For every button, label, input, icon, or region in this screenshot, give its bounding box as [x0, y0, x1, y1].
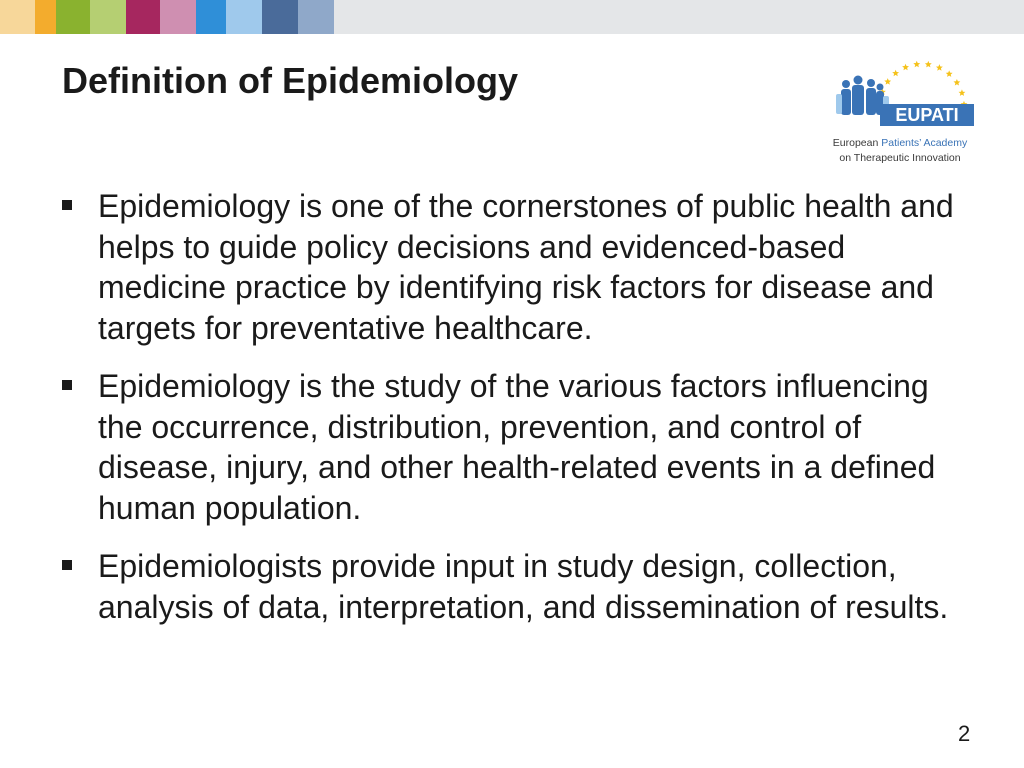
logo-brand-text: EUPATI	[895, 105, 959, 125]
color-block	[334, 0, 1024, 34]
color-block	[160, 0, 196, 34]
bullet-item	[62, 546, 972, 627]
logo-star-icon	[884, 78, 891, 85]
slide-title: Definition of Epidemiology	[62, 60, 518, 101]
color-block	[226, 0, 262, 34]
logo-caption-academy: Patients’ Academy	[881, 137, 968, 149]
logo-star-icon	[946, 70, 953, 77]
logo-star-icon	[892, 70, 899, 77]
logo-star-icon	[925, 61, 932, 68]
color-block	[0, 0, 35, 34]
bullet-text: Epidemiologists provide input in study design, collection, analysis of data, interpretation, and dissemination of results.	[98, 548, 949, 625]
color-block	[56, 0, 90, 34]
page-number: 2	[958, 721, 971, 746]
logo-star-icon	[936, 64, 943, 71]
header-color-bar	[0, 0, 1024, 34]
bullet-list	[62, 186, 972, 645]
logo-star-icon	[959, 89, 966, 96]
color-block	[90, 0, 126, 34]
logo-star-icon	[953, 79, 960, 86]
logo-caption	[826, 136, 974, 166]
color-block	[196, 0, 226, 34]
color-block	[262, 0, 298, 34]
eupati-emblem-icon	[826, 54, 986, 136]
logo-star-icon	[902, 64, 909, 71]
bullet-text: Epidemiology is one of the cornerstones of public health and helps to guide policy decisions and evidenced-based medicine practice by identifying risk factors for disease and targets for preventative healthcare.	[98, 188, 954, 346]
logo-star-icon	[913, 61, 920, 68]
color-block	[126, 0, 160, 34]
eupati-logo	[826, 54, 986, 169]
color-block	[298, 0, 334, 34]
bullet-item	[62, 366, 972, 528]
color-block	[35, 0, 56, 34]
bullet-marker-icon	[62, 560, 72, 570]
logo-caption-european: European	[832, 137, 882, 149]
bullet-marker-icon	[62, 380, 72, 390]
bullet-item	[62, 186, 972, 348]
logo-caption-innovation: on Therapeutic Innovation	[839, 152, 961, 164]
bullet-text: Epidemiology is the study of the various factors influencing the occurrence, distribution, prevention, and control of disease, injury, and other health-related events in a defined human population.	[98, 368, 936, 526]
bullet-marker-icon	[62, 200, 72, 210]
